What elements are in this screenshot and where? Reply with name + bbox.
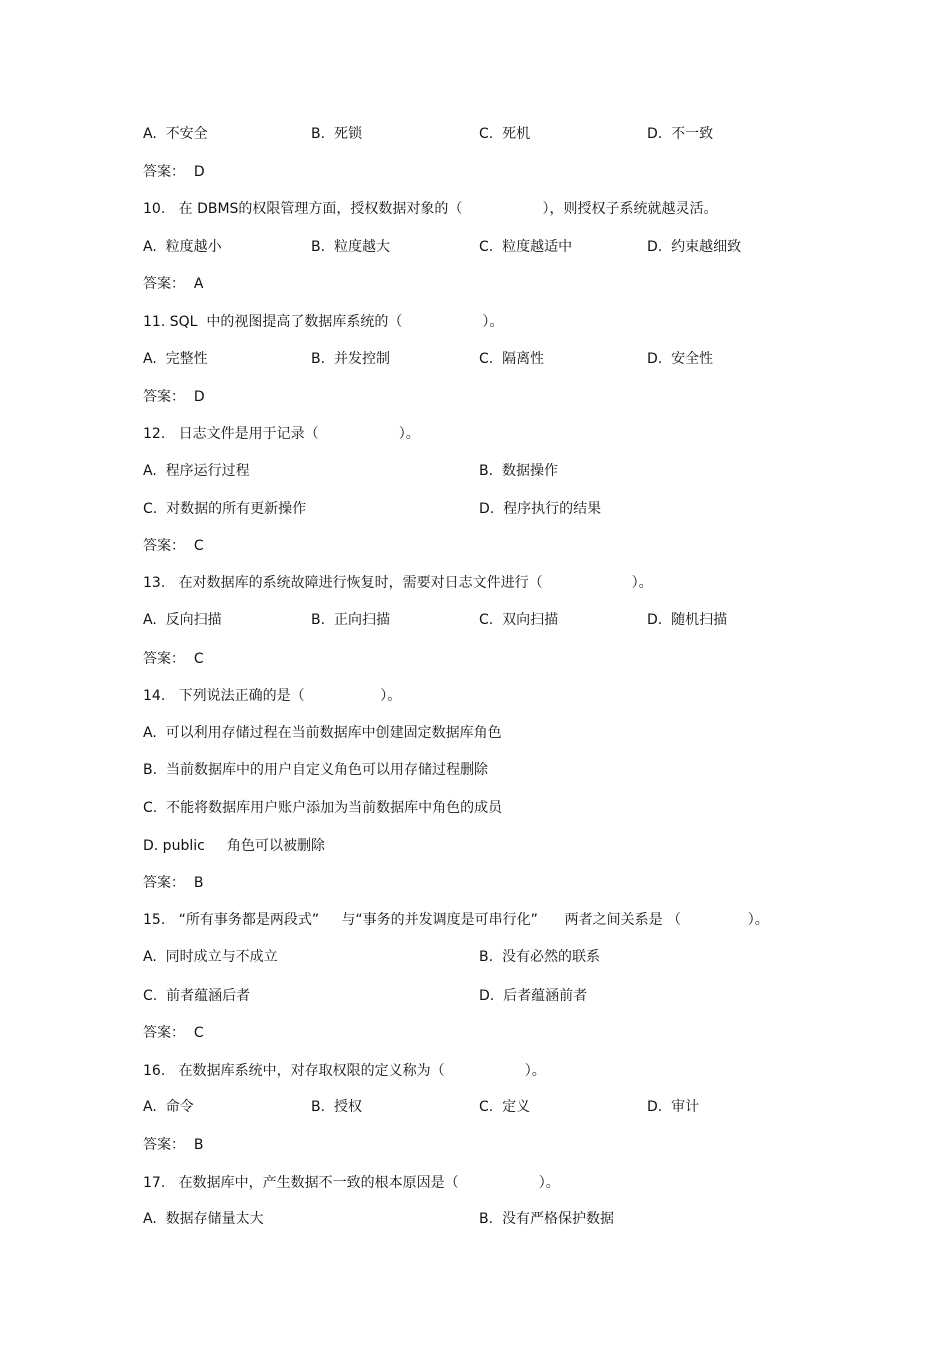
option-c: C. 对数据的所有更新操作 — [143, 501, 307, 517]
option-b: B. 粒度越大 — [311, 239, 390, 255]
option-b: B. 正向扫描 — [311, 612, 390, 628]
option-a: A. 程序运行过程 — [143, 463, 250, 479]
option-b: B. 数据操作 — [479, 463, 558, 479]
q17-options-row — [143, 1208, 614, 1230]
q14-option-b: B. 当前数据库中的用户自定义角色可以用存储过程删除 — [143, 762, 488, 778]
q16-options-row — [143, 1096, 700, 1118]
q11-options-row — [143, 348, 714, 370]
option-a: A. 粒度越小 — [143, 239, 222, 255]
q14-option-a: A. 可以利用存储过程在当前数据库中创建固定数据库角色 — [143, 725, 502, 741]
q10-answer: 答案： A — [143, 276, 204, 292]
option-c: C. 前者蕴涵后者 — [143, 988, 251, 1004]
option-d: D. 约束越细致 — [647, 239, 742, 255]
option-b: B. 并发控制 — [311, 351, 390, 367]
q10-options-row — [143, 236, 742, 258]
option-b: B. 没有必然的联系 — [479, 949, 600, 965]
option-d: D. 不一致 — [647, 126, 714, 142]
q12-options-row-1 — [143, 460, 558, 482]
option-d: D. 随机扫描 — [647, 612, 728, 628]
q13-stem: 13. 在对数据库的系统故障进行恢复时，需要对日志文件进行（ ）。 — [143, 575, 653, 591]
q9-options-row — [143, 123, 714, 145]
option-b: B. 授权 — [311, 1099, 362, 1115]
option-b: B. 死锁 — [311, 126, 362, 142]
q9-answer: 答案： D — [143, 164, 205, 180]
option-a: A. 命令 — [143, 1099, 194, 1115]
option-d: D. 程序执行的结果 — [479, 501, 602, 517]
q14-stem: 14. 下列说法正确的是（ ）。 — [143, 688, 402, 704]
q14-option-d: D. public 角色可以被删除 — [143, 838, 326, 854]
option-a: A. 反向扫描 — [143, 612, 222, 628]
option-d: D. 审计 — [647, 1099, 700, 1115]
q15-options-row-1 — [143, 946, 600, 968]
q16-answer: 答案： B — [143, 1137, 204, 1153]
q13-options-row — [143, 609, 728, 631]
q10-stem: 10. 在 DBMS的权限管理方面，授权数据对象的（ ），则授权子系统就越灵活。 — [143, 201, 718, 217]
option-c: C. 粒度越适中 — [479, 239, 573, 255]
option-a: A. 数据存储量太大 — [143, 1211, 264, 1227]
option-b: B. 没有严格保护数据 — [479, 1211, 614, 1227]
q12-stem: 12. 日志文件是用于记录（ ）。 — [143, 426, 420, 442]
option-c: C. 死机 — [479, 126, 531, 142]
q12-answer: 答案： C — [143, 538, 204, 554]
option-d: D. 安全性 — [647, 351, 714, 367]
q15-answer: 答案： C — [143, 1025, 204, 1041]
q13-answer: 答案： C — [143, 651, 204, 667]
option-a: A. 不安全 — [143, 126, 208, 142]
option-a: A. 完整性 — [143, 351, 208, 367]
option-c: C. 定义 — [479, 1099, 531, 1115]
q11-answer: 答案： D — [143, 389, 205, 405]
option-c: C. 隔离性 — [479, 351, 545, 367]
q15-options-row-2 — [143, 985, 588, 1007]
q17-stem: 17. 在数据库中，产生数据不一致的根本原因是（ ）。 — [143, 1175, 560, 1191]
q14-option-c: C. 不能将数据库用户账户添加为当前数据库中角色的成员 — [143, 800, 503, 816]
q16-stem: 16. 在数据库系统中，对存取权限的定义称为（ ）。 — [143, 1063, 546, 1079]
q12-options-row-2 — [143, 498, 602, 520]
option-d: D. 后者蕴涵前者 — [479, 988, 588, 1004]
option-c: C. 双向扫描 — [479, 612, 559, 628]
q14-answer: 答案： B — [143, 875, 204, 891]
q15-stem: 15. “所有事务都是两段式” 与“事务的并发调度是可串行化” 两者之间关系是 （ ）。 — [143, 912, 769, 928]
option-a: A. 同时成立与不成立 — [143, 949, 278, 965]
q11-stem: 11. SQL 中的视图提高了数据库系统的（ ）。 — [143, 314, 504, 330]
